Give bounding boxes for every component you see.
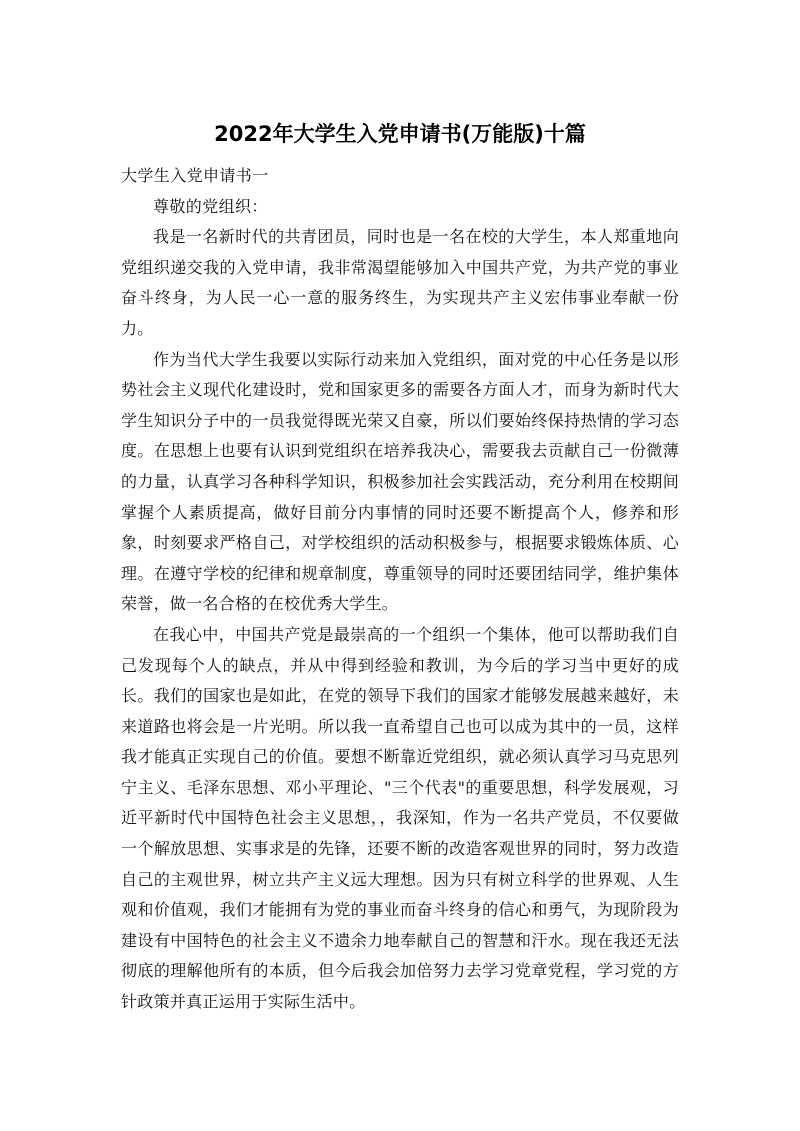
document-title: 2022年大学生入党申请书(万能版)十篇 [214, 122, 586, 146]
paragraph-3: 在我心中，中国共产党是最崇高的一个组织一个集体，他可以帮助我们自己发现每个人的缺点，并从中得到经验和教训，为今后的学习当中更好的成长。我们的国家也是如此，在党的领导下我们的国家才能够发展越来越好，未来道路也将会是一片光明。所以我一直希望自己也可以成为其中的一员，这样我才能真正实现自己的价值。要想不断靠近党组织，就必须认真学习马克思列宁主义、毛泽东思想、邓小平理论、"三个代表"的重要思想，科学发展观，习近平新时代中国特色社会主义思想，，我深知，作为一名共产党员，不仅要做一个解放思想、实事求是的先锋，还要不断的改造客观世界的同时，努力改造自己的主观世界，树立共产主义远大理想。因为只有树立科学的世界观、人生观和价值观，我们才能拥有为党的事业而奋斗终身的信心和勇气，为现阶段为建设有中国特色的社会主义不遗余力地奉献自己的智慧和汗水。现在我还无法彻底的理解他所有的本质，但今后我会加倍努力去学习党章党程，学习党的方针政策并真正运用于实际生活中。 [121, 624, 679, 1012]
document-body [121, 161, 679, 1018]
section-heading: 大学生入党申请书一 [121, 166, 269, 185]
paragraph-2: 作为当代大学生我要以实际行动来加入党组织，面对党的中心任务是以形势社会主义现代化建设时，党和国家更多的需要各方面人才，而身为新时代大学生知识分子中的一员我觉得既光荣又自豪，所以们要始终保持热情的学习态度。在思想上也要有认识到党组织在培养我决心，需要我去贡献自己一份微薄的力量，认真学习各种科学知识，积极参加社会实践活动，充分利用在校期间掌握个人素质提高，做好目前分内事情的同时还要不断提高个人，修养和形象，时刻要求严格自己，对学校组织的活动积极参与，根据要求锻炼体质、心理。在遵守学校的纪律和规章制度，尊重领导的同时还要团结同学，维护集体荣誉，做一名合格的在校优秀大学生。 [121, 349, 679, 614]
paragraph-1: 我是一名新时代的共青团员，同时也是一名在校的大学生，本人郑重地向党组织递交我的入党申请，我非常渴望能够加入中国共产党，为共产党的事业奋斗终身，为人民一心一意的服务终生，为实现共产主义宏伟事业奉献一份力。 [121, 227, 679, 338]
salutation: 尊敬的党组织： [153, 196, 268, 216]
